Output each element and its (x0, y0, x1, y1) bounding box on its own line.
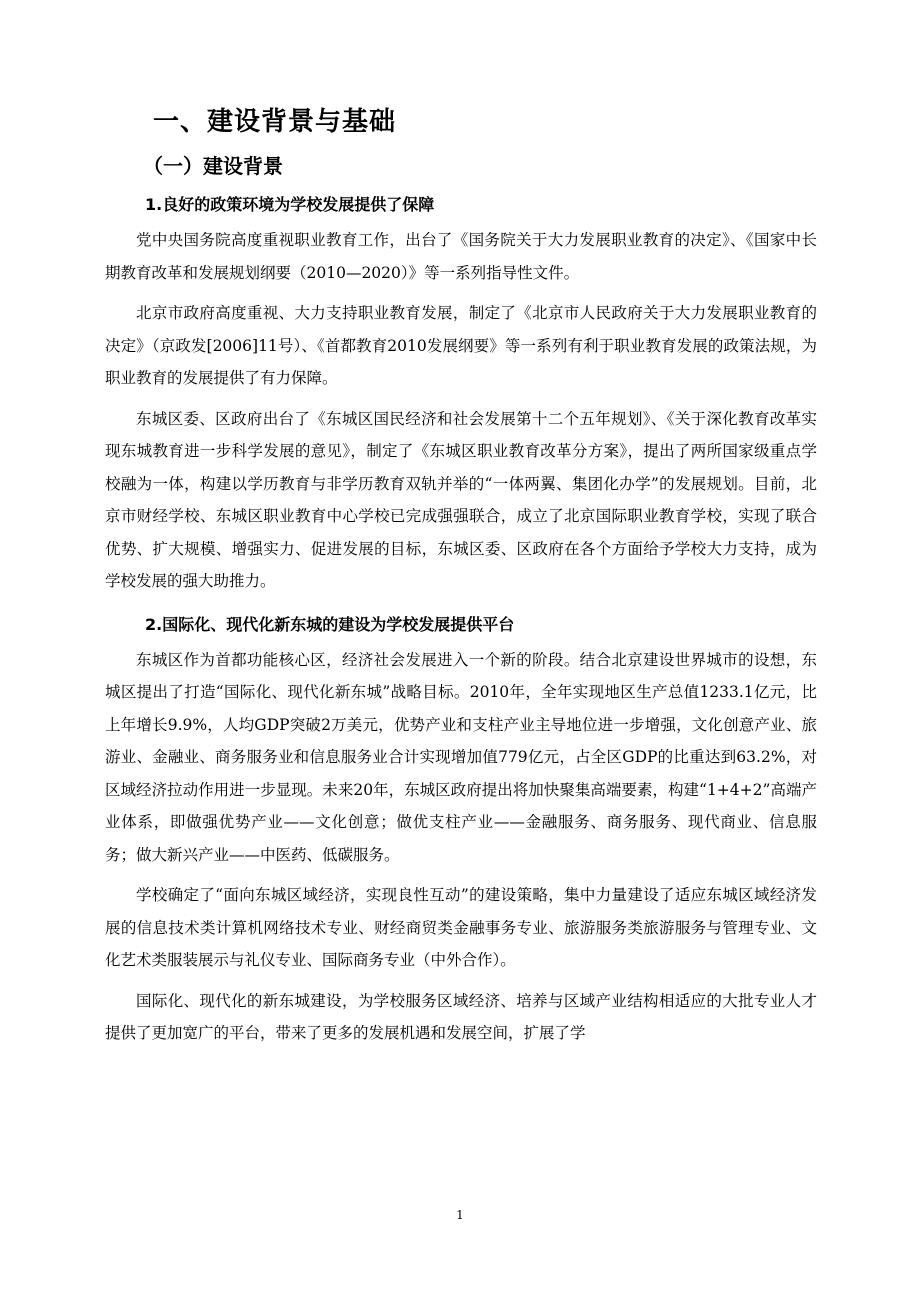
subsection-title-1: 1.良好的政策环境为学校发展提供了保障 (145, 195, 435, 214)
paragraph: 学校确定了“面向东城区域经济，实现良性互动”的建设策略，集中力量建设了适应东城区域经济发展的信息技术类计算机网络技术专业、财经商贸类金融事务专业、旅游服务类旅游服务与管理专业、文化艺术类服装展示与礼仪专业、国际商务专业（中外合作）。 (105, 886, 817, 969)
paragraph: 东城区委、区政府出台了《东城区国民经济和社会发展第十二个五年规划》、《关于深化教育改革实现东城教育进一步科学发展的意见》，制定了《东城区职业教育改革分方案》，提出了两所国家级重点学校融为一体，构建以学历教育与非学历教育双轨并举的“一体两翼、集团化办学”的发展规划。目前，北京市财经学校、东城区职业教育中心学校已完成强强联合，成立了北京国际职业教育学校，实现了联合优势、扩大规模、增强实力、促进发展的目标，东城区委、区政府在各个方面给予学校大力支持，成为学校发展的强大助推力。 (105, 409, 817, 590)
paragraph: 东城区作为首都功能核心区，经济社会发展进入一个新的阶段。结合北京建设世界城市的设想，东城区提出了打造“国际化、现代化新东城”战略目标。2010年，全年实现地区生产总值1233.1亿元，比上年增长9.9%，人均GDP突破2万美元，优势产业和支柱产业主导地位进一步增强，文化创意产业、旅游业、金融业、商务服务业和信息服务业合计实现增加值779亿元，占全区GDP的比重达到63.2%，对区域经济拉动作用进一步显现。未来20年，东城区政府提出将加快聚集高端要素，构建“1+4+2”高端产业体系，即做强优势产业——文化创意；做优支柱产业——金融服务、商务服务、现代商业、信息服务；做大新兴产业——中医药、低碳服务。 (105, 650, 817, 864)
subsection-title-2: 2.国际化、现代化新东城的建设为学校发展提供平台 (145, 614, 515, 634)
paragraph: 北京市政府高度重视、大力支持职业教育发展，制定了《北京市人民政府关于大力发展职业教育的决定》（京政发[2006]11号）、《首都教育2010发展纲要》等一系列有利于职业教育发展的政策法规，为职业教育的发展提供了有力保障。 (105, 304, 817, 387)
document-body (105, 100, 817, 1058)
paragraph: 国际化、现代化的新东城建设，为学校服务区域经济、培养与区域产业结构相适应的大批专业人才提供了更加宽广的平台，带来了更多的发展机遇和发展空间，扩展了学 (105, 991, 817, 1042)
section-heading: （一）建设背景 (143, 154, 283, 178)
page-number: 1 (456, 1208, 464, 1222)
chapter-heading: 一、建设背景与基础 (153, 107, 397, 137)
paragraph: 党中央国务院高度重视职业教育工作，出台了《国务院关于大力发展职业教育的决定》、《国家中长期教育改革和发展规划纲要（2010—2020）》等一系列指导性文件。 (105, 231, 817, 282)
